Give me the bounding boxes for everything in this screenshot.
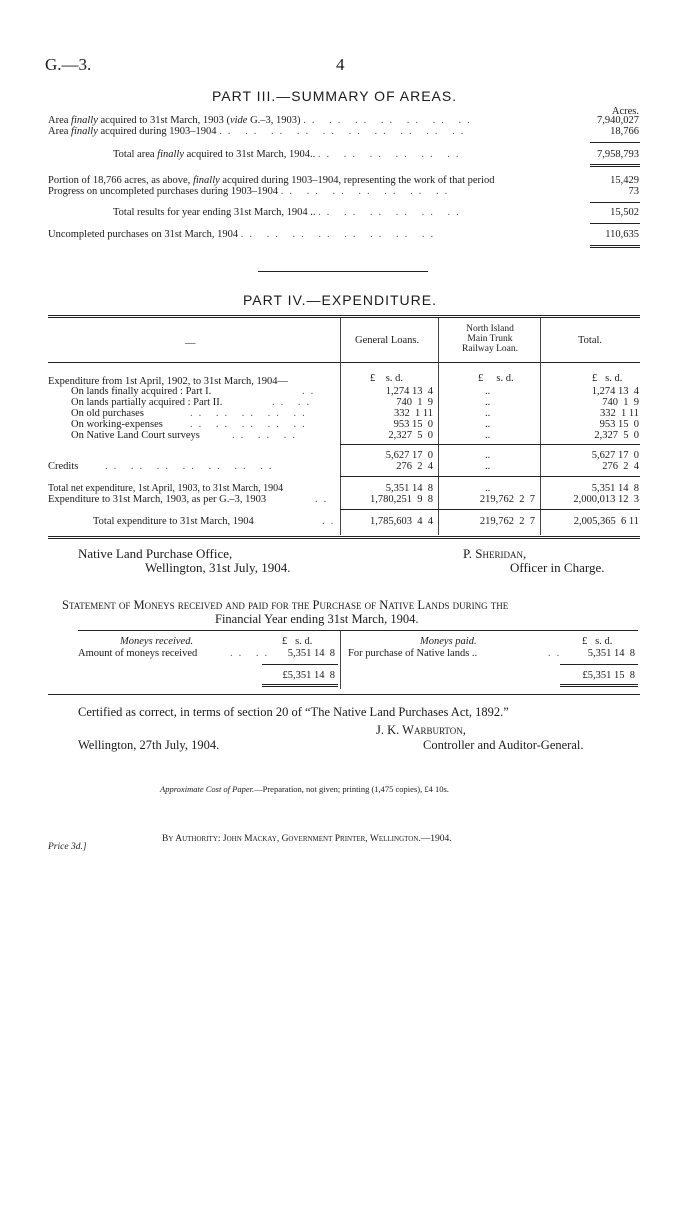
total-area-value: 7,958,793 [597, 149, 639, 160]
page-number: 4 [336, 55, 345, 74]
subtotal-table-rule [340, 444, 640, 445]
dots-2: .. .. .. .. .. [190, 408, 311, 419]
part4-title: PART IV.—EXPENDITURE. [243, 292, 437, 308]
general-currency-header: £ s. d. [370, 373, 403, 384]
prior-exp-label: Expenditure to 31st March, 1903, as per G.–3, 1903 [48, 494, 267, 505]
statement-bottom-rule [48, 694, 640, 695]
portion-label: Portion of 18,766 acres, as above, finally acquired during 1903–1904, representing the work of that period [48, 175, 495, 186]
subtotal-total: 5,627 17 0 [591, 450, 639, 461]
credits-rule [340, 476, 640, 477]
moneys-paid-header: Moneys paid. [420, 636, 477, 647]
exp-row-total-3: 953 15 0 [599, 419, 639, 430]
auditor-name: J. K. Warburton, [376, 723, 466, 737]
prior-exp-general: 1,780,251 9 8 [370, 494, 433, 505]
results-rule [590, 202, 640, 203]
statement-title-line1: Statement of Moneys received and paid for the Purchase of Native Lands during the [62, 598, 509, 612]
col-divider-1 [340, 318, 341, 535]
area-row-1904-label: Area finally acquired during 1903–1904 .. .. .. .. .. .. .. .. .. .. [48, 126, 470, 137]
cost-of-paper: Approximate Cost of Paper.—Preparation, not given; printing (1,475 copies), £4 10s. [160, 784, 449, 794]
dots-1: .. .. [272, 397, 316, 408]
uncompleted-double-rule [590, 245, 640, 248]
grand-total-label: Total expenditure to 31st March, 1904 [93, 516, 254, 527]
area-row-1903-value: 7,940,027 [597, 115, 639, 126]
exp-row-general-0: 1,274 13 4 [385, 386, 433, 397]
grand-total-general: 1,785,603 4 4 [370, 516, 433, 527]
received-double-rule [262, 684, 338, 687]
certification-date: Wellington, 27th July, 1904. [78, 738, 220, 752]
net-exp-total: 5,351 14 8 [591, 483, 639, 494]
header-under-rule [48, 362, 640, 363]
signatory-role: Officer in Charge. [510, 560, 605, 575]
grand-total-total: 2,005,365 6 11 [573, 516, 639, 527]
received-currency-header: £ s. d. [282, 636, 313, 647]
uncompleted-value: 110,635 [605, 229, 639, 240]
prior-exp-nimt: 219,762 2 7 [479, 494, 535, 505]
document-reference: G.—3. [45, 55, 92, 74]
dots-paid: .. [548, 648, 566, 659]
credits-total: 276 2 4 [602, 461, 639, 472]
moneys-received-header: Moneys received. [120, 636, 194, 647]
exp-row-label-3: On working-expenses [71, 419, 163, 430]
acres-unit-label: Acres. [611, 106, 639, 117]
col-divider-3 [540, 318, 541, 535]
paid-total-rule [560, 664, 638, 665]
total-area-label: Total area finally acquired to 31st March, 1904.. .. .. .. .. .. .. [113, 149, 465, 160]
dots-credits: .. .. .. .. .. .. .. [105, 461, 278, 472]
dots-0: .. [302, 386, 320, 397]
subtotal-general: 5,627 17 0 [385, 450, 433, 461]
exp-row-total-2: 332 1 11 [600, 408, 639, 419]
auditor-role: Controller and Auditor-General. [423, 738, 584, 752]
net-exp-general: 5,351 14 8 [385, 483, 433, 494]
statement-top-rule [78, 630, 638, 631]
exp-row-label-0: On lands finally acquired : Part I. [71, 386, 212, 397]
table-bottom-rule [48, 536, 640, 539]
exp-row-general-1: 740 1 9 [396, 397, 433, 408]
total-header: Total. [578, 335, 603, 346]
net-exp-label: Total net expenditure, 1st April, 1903, to 31st March, 1904 [48, 483, 284, 494]
received-total: £5,351 14 8 [282, 670, 335, 681]
section-divider [258, 271, 428, 272]
statement-divider [340, 631, 341, 689]
exp-row-total-0: 1,274 13 4 [591, 386, 639, 397]
paid-value: 5,351 14 8 [587, 648, 635, 659]
exp-row-nimt-4: .. [485, 430, 491, 441]
total-currency-header: £ s. d. [592, 373, 623, 384]
nimt-currency-header: £ s. d. [478, 373, 514, 384]
general-loans-header: General Loans. [355, 335, 420, 346]
credits-general: 276 2 4 [396, 461, 433, 472]
progress-label: Progress on uncompleted purchases during 1903–1904 .. .. .. .. .. .. .. [48, 186, 454, 197]
certification-text: Certified as correct, in terms of section 20 of “The Native Land Purchases Act, 1892.” [78, 705, 509, 719]
paid-total: £5,351 15 8 [582, 670, 635, 681]
subtotal-nimt: .. [485, 450, 491, 461]
exp-row-general-4: 2,327 5 0 [388, 430, 433, 441]
area-row-1904-value: 18,766 [610, 126, 639, 137]
portion-value: 15,429 [610, 175, 639, 186]
desc-column-header: — [185, 338, 196, 349]
exp-row-nimt-0: .. [485, 386, 491, 397]
exp-row-nimt-1: .. [485, 397, 491, 408]
dots-prior: .. [315, 494, 333, 505]
paid-double-rule [560, 684, 638, 687]
table-top-rule [48, 315, 640, 318]
statement-title-line2: Financial Year ending 31st March, 1904. [215, 612, 419, 626]
dots-3: .. .. .. .. .. [190, 419, 311, 430]
exp-row-label-2: On old purchases [71, 408, 144, 419]
progress-value: 73 [628, 186, 639, 197]
office-line: Native Land Purchase Office, [78, 546, 233, 561]
expenditure-intro: Expenditure from 1st April, 1902, to 31st March, 1904— [48, 376, 289, 387]
prior-exp-total: 2,000,013 12 3 [573, 494, 639, 505]
grand-total-nimt: 219,762 2 7 [479, 516, 535, 527]
area-row-1903-label: Area finally acquired to 31st March, 1903 (vide G.–3, 1903) .. .. .. .. .. .. .. [48, 115, 476, 126]
office-date: Wellington, 31st July, 1904. [145, 560, 291, 575]
signatory-name: P. Sheridan, [463, 546, 527, 561]
results-value: 15,502 [610, 207, 639, 218]
total-double-rule [590, 164, 640, 167]
dots-received: .. .. [230, 648, 274, 659]
exp-row-nimt-2: .. [485, 408, 491, 419]
exp-row-general-3: 953 15 0 [393, 419, 433, 430]
exp-row-general-2: 332 1 11 [394, 408, 433, 419]
uncompleted-label: Uncompleted purchases on 31st March, 1904 .. .. .. .. .. .. .. .. [48, 229, 440, 240]
printer-authority: By Authority: John Mackay, Government Printer, Wellington.—1904. [162, 834, 452, 844]
results-under-rule [590, 223, 640, 224]
net-exp-nimt: .. [485, 483, 491, 494]
credits-nimt: .. [485, 461, 491, 472]
nimt-header: North Island Main Trunk Railway Loan. [462, 324, 518, 354]
grand-rule [340, 509, 640, 510]
amount-received-value: 5,351 14 8 [287, 648, 335, 659]
results-label: Total results for year ending 31st March, 1904 .. .. .. .. .. .. .. [113, 207, 465, 218]
credits-label: Credits [48, 461, 79, 472]
exp-row-total-4: 2,327 5 0 [594, 430, 639, 441]
paid-currency-header: £ s. d. [582, 636, 613, 647]
exp-row-label-4: On Native Land Court surveys [71, 430, 200, 441]
paid-label: For purchase of Native lands .. [348, 648, 478, 659]
dots-4: .. .. .. [232, 430, 301, 441]
received-total-rule [262, 664, 338, 665]
exp-row-label-1: On lands partially acquired : Part II. [71, 397, 223, 408]
col-divider-2 [438, 318, 439, 535]
price-label: Price 3d.] [48, 842, 87, 852]
exp-row-total-1: 740 1 9 [602, 397, 639, 408]
part3-title: PART III.—SUMMARY OF AREAS. [212, 88, 458, 104]
dots-grand: .. [322, 516, 340, 527]
exp-row-nimt-3: .. [485, 419, 491, 430]
amount-received-label: Amount of moneys received [78, 648, 198, 659]
subtotal-rule [590, 142, 640, 143]
